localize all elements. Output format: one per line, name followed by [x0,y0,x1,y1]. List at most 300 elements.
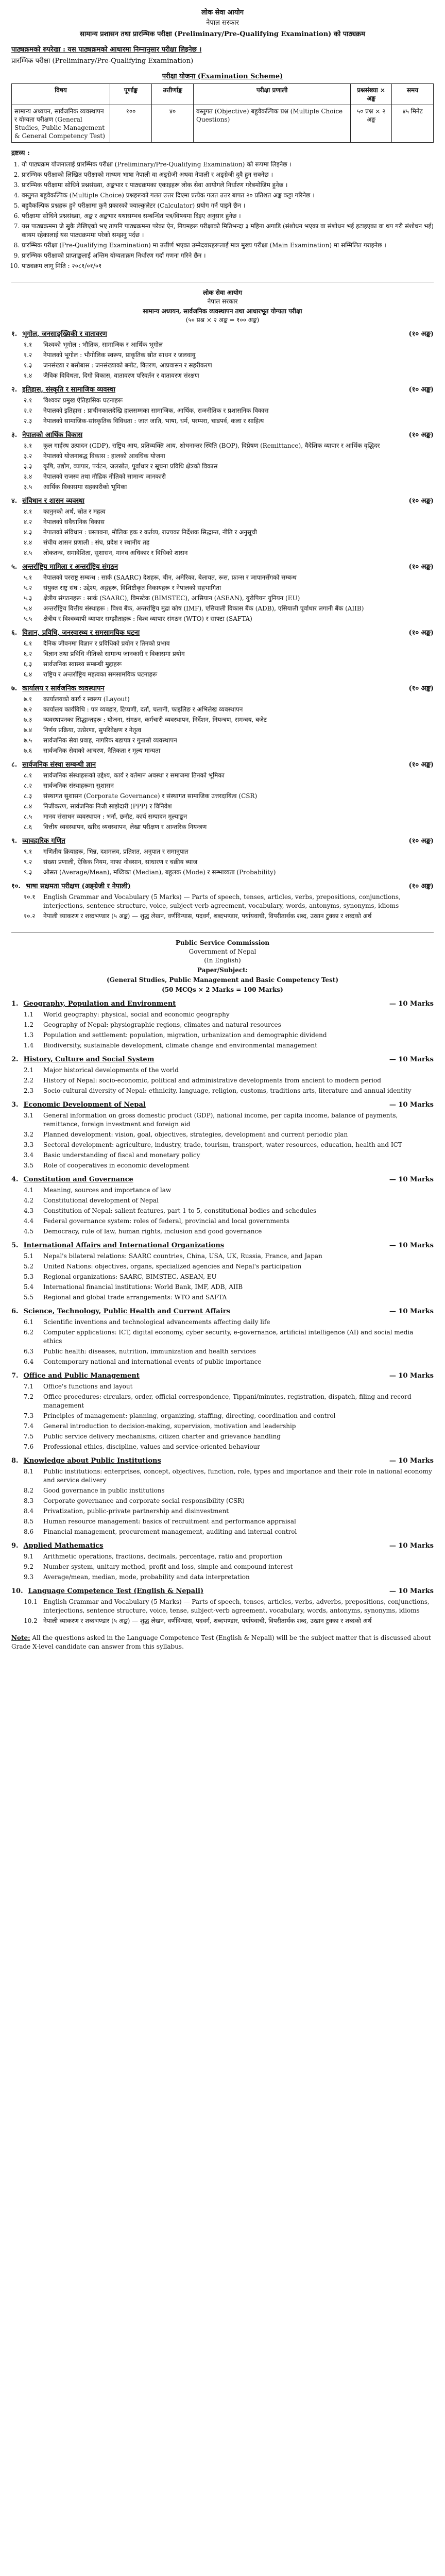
english-header [11,938,434,994]
section-marks: — 10 Marks [389,1308,434,1315]
subtopic [24,1422,434,1431]
subtopic [24,1617,434,1625]
subtopic-text: World geography: physical, social and economic geography [43,1011,230,1018]
subtopic [24,705,434,714]
subtopic [24,361,434,370]
subtopic-text: संस्थागत सुशासन (Corporate Governance) र संस्थागत सामाजिक उत्तरदायित्व (CSR) [43,792,258,800]
subtopic [24,1262,434,1271]
cell: १०० [110,105,152,143]
nepali-section [11,497,434,557]
subtopic-number: ६.४ [24,671,32,678]
subtopic [24,351,434,360]
section-marks: — 10 Marks [389,1000,434,1008]
subtopic [24,573,434,582]
subtopic-text: राष्ट्रिय र अन्तर्राष्ट्रिय महत्वका समसामयिक घटनाहरू [43,671,158,678]
subtopic-text: गणितीय क्रियाहरू, भिन्न, दशमलव, प्रतिशत, अनुपात र समानुपात [43,848,189,855]
english-section [11,1541,434,1582]
subtopic-text: कृषि, उद्योग, व्यापार, पर्यटन, जलस्रोत, पूर्वाधार र सूचना प्रविधि क्षेत्रको विकास [43,463,218,470]
subtopic-number: 10.1 [24,1598,38,1605]
subtopic-text: मानव संसाधन व्यवस्थापन : भर्ना, छनौट, कार्य सम्पादन मूल्याङ्कन [43,813,187,820]
subtopic-number: 4.4 [24,1217,34,1225]
section-title [11,999,434,1009]
subtopic-text: Basic understanding of fiscal and monetary policy [43,1151,200,1159]
subtopic [24,442,434,450]
note-item: 5. बहुवैकल्पिक प्रश्नहरू हुने परीक्षामा कुनै प्रकारको क्याल्कुलेटर (Calculator) प्रयोग गर्न पाइने छैन । [22,201,434,210]
subtopic [24,1497,434,1505]
nepali-sections [11,330,434,921]
subtopic [24,716,434,724]
subtopic [24,726,434,735]
subtopic [24,1217,434,1226]
subtopic-text: Regional and global trade arrangements: WTO and SAFTA [43,1294,227,1301]
subtopic-text: कुल गार्हस्थ उत्पादन (GDP), राष्ट्रिय आय, प्रतिव्यक्ति आय, शोधनान्तर स्थिति (BOP), विप्रेषण (Remittance), वैदेशिक व्यापार र आर्थिक वृद्धिदर [43,442,380,449]
section-title-left [11,999,176,1009]
subtopic [24,1010,434,1019]
part2-header [11,287,434,325]
section-title [11,1456,434,1466]
subtopic [24,1141,434,1149]
section-title-left [11,563,118,572]
section-title-left [11,1541,104,1551]
subtopic-number: 8.4 [24,1507,34,1515]
subtopic-number: १.३ [24,362,32,369]
english-sections [11,999,434,1625]
subtopic-number: ३.४ [24,473,32,480]
section-title-left [11,760,96,770]
subtopic-number: ५.३ [24,595,32,602]
subtopic-text: निजीकरण, सार्वजनिक निजी साझेदारी (PPP) र विनिवेश [43,803,172,810]
subtopic [24,371,434,380]
subtopic [24,1573,434,1582]
note-item: 2. प्रारम्भिक परीक्षाको लिखित परीक्षाको माध्यम भाषा नेपाली वा अङ्ग्रेजी अथवा नेपाली र अङ्ग्रेजी दुवै हुन सक्नेछ । [22,171,434,179]
subtopic-number: ६.३ [24,660,32,668]
subtopic [24,802,434,811]
subtopic [24,771,434,780]
subtopic [24,1273,434,1281]
subtopic-number: २.१ [24,397,32,404]
section-marks: (१० अङ्क) [408,883,434,890]
subtopic-number: ४.४ [24,539,32,546]
cell: ४५ मिनेट [392,105,434,143]
subtopic-text: निर्णय प्रक्रिया, उत्प्रेरणा, सुपरिवेक्षण र नेतृत्व [43,726,142,734]
section-title [11,497,434,506]
subtopic [24,1066,434,1075]
section-title [11,629,434,638]
subtopic-text: English Grammar and Vocabulary (5 Marks) — Parts of speech, tenses, articles, verbs, prepositions, conjunctions, interjections, sentence structure, voice, subject-verb agreement, vocabulary, words, antonyms, synonyms, idioms [43,893,401,909]
subtopic-text: Computer applications: ICT, digital economy, cyber security, e-governance, artificial intelligence (AI) and social media ethics [43,1329,414,1345]
section-title [11,684,434,693]
section-title [11,1175,434,1184]
english-section [11,1100,434,1170]
subtopic [24,670,434,679]
section-title [11,760,434,770]
subtopic-text: Geography of Nepal: physiographic regions, climates and natural resources [43,1021,281,1028]
section-heading: Economic Development of Nepal [23,1101,146,1109]
section-marks: — 10 Marks [389,1176,434,1183]
section-marks: (१० अङ्क) [408,431,434,439]
subtopic-number: ८.५ [24,813,32,820]
subtopic [24,396,434,405]
part2-title: सामान्य अध्ययन, सार्वजनिक व्यवस्थापन तथा आधारभूत योग्यता परीक्षा [143,308,302,315]
nepali-section [11,684,434,755]
subtopic [24,650,434,658]
english-section [11,1055,434,1095]
nepali-section [11,385,434,426]
english-government: Government of Nepal [189,948,256,955]
subtopic-number: 1.1 [24,1011,34,1018]
subtopic [24,1151,434,1160]
subtopic [24,1031,434,1040]
subtopic-number: ७.२ [24,706,32,713]
subtopic-number: 1.2 [24,1021,34,1028]
subtopic [24,1528,434,1536]
subtopic-number: 7.6 [24,1443,34,1450]
subtopic-text: Population and settlement: population, migration, urbanization and demographic dividend [43,1031,327,1039]
subtopic-number: 1.3 [24,1031,34,1039]
subtopic [24,792,434,801]
subtopic [24,472,434,481]
subtopic-text: सार्वजनिक संस्थाहरूमा सुशासन [43,782,114,789]
english-commission: Public Service Commission [175,939,270,946]
subtopic-text: Biodiversity, sustainable development, climate change and environmental management [43,1042,318,1049]
subtopic [24,1347,434,1356]
section-number: 6. [11,1308,19,1315]
section-title [11,1541,434,1551]
subtopic-number: ८.४ [24,803,32,810]
subtopic [24,1207,434,1215]
subtopic-number: 8.5 [24,1518,34,1525]
subtopic-text: नेपालको संविधान : प्रस्तावना, मौलिक हक र कर्तव्य, राज्यका निर्देशक सिद्धान्त, नीति र अनुसूची [43,529,257,536]
subtopic-text: Regional organizations: SAARC, BIMSTEC, ASEAN, EU [43,1273,217,1280]
part2-government: नेपाल सरकार [207,298,238,305]
subtopic-number: १०.२ [24,912,36,920]
subtopic [24,1412,434,1420]
subtopic-text: कानुनको अर्थ, स्रोत र महत्व [43,508,106,515]
subtopic-text: General information on gross domestic product (GDP), national income, per capita income, balance of payments, remittance, foreign investment and foreign aid [43,1112,398,1128]
section-title [11,385,434,395]
note-item: 3. प्रारम्भिक परीक्षामा सोधिने प्रश्नसंख्या, अङ्कभार र पाठ्यक्रमका एकाइहरू लोक सेवा आयोगले निर्धारण गरेबमोजिम हुनेछ । [22,181,434,190]
subtopic [24,1111,434,1129]
subtopic-text: Public institutions: enterprises, concept, objectives, function, role, types and importance and their role in national economy and service delivery [43,1468,432,1484]
col-header: पूर्णाङ्क [110,84,152,105]
subtopic [24,341,434,349]
section-heading: Office and Public Management [23,1372,140,1380]
subtopic [24,406,434,415]
subtopic [24,1598,434,1615]
subtopic-text: Privatization, public-private partnership and disinvestment [43,1507,229,1515]
subtopic [24,584,434,592]
subtopic [24,782,434,790]
subtopic-text: Human resource management: basics of recruitment and performance appraisal [43,1518,296,1525]
section-title-left [11,629,140,638]
subtopic-text: Financial management, procurement management, auditing and internal control [43,1528,297,1535]
subtopic [24,1283,434,1292]
notes-title: द्रष्टव्य : [11,149,30,157]
nepali-section [11,837,434,877]
subtopic-number: 6.1 [24,1318,34,1326]
scheme-row [12,105,434,143]
subtopic-text: संघीय शासन प्रणाली : संघ, प्रदेश र स्थानीय तह [43,539,150,546]
col-header: परीक्षा प्रणाली [194,84,351,105]
english-section [11,1456,434,1536]
subtopic-number: 9.1 [24,1553,34,1560]
section-title [11,1307,434,1316]
subtopic-number: ५.१ [24,574,32,581]
section-number: ८. [11,761,18,769]
subtopic [24,1021,434,1029]
commission-name: लोक सेवा आयोग [201,9,244,16]
note-item: 4. वस्तुगत बहुवैकल्पिक (Multiple Choice) प्रश्नहरूको गलत उत्तर दिएमा प्रत्येक गलत उत्तर बापत २० प्रतिशत अङ्क कट्टा गरिनेछ । [22,191,434,200]
subtopic-number: 2.1 [24,1066,34,1074]
cell: ४० [152,105,194,143]
subtopic-number: 5.2 [24,1263,34,1270]
section-heading: भाषा सक्षमता परीक्षण (अङ्ग्रेजी र नेपाली) [26,883,131,890]
scheme-table [11,83,434,143]
subtopic-number: 4.5 [24,1228,34,1235]
section-marks: (१० अङ्क) [408,837,434,845]
subtopic-number: 9.3 [24,1573,34,1581]
section-title [11,563,434,572]
subtopic [24,1358,434,1366]
subtopic-text: विश्वका प्रमुख ऐतिहासिक घटनाहरू [43,397,123,404]
subtopic-text: नेपालको परराष्ट्र सम्बन्ध : सार्क (SAARC) देशहरू, चीन, अमेरिका, बेलायत, रूस, फ्रान्स र जापानसँगको सम्बन्ध [43,574,297,581]
nepali-section [11,760,434,832]
subtopic [24,639,434,648]
subtopic-number: 3.4 [24,1151,34,1159]
subtopic [24,695,434,704]
subtopic-text: Scientific inventions and technological advancements affecting daily life [43,1318,270,1326]
subtopic-text: नेपालको भूगोल : भौगोलिक स्वरूप, प्राकृतिक स्रोत साधन र जलवायु [43,351,196,359]
subtopic-text: Corporate governance and corporate social responsibility (CSR) [43,1497,245,1504]
subtopic [24,1227,434,1236]
section-title-left [11,1456,161,1466]
subtopic-number: ९.१ [24,848,32,855]
subtopic-text: Average/mean, median, mode, probability and data interpretation [43,1573,250,1581]
section-marks: (१० अङ्क) [408,629,434,637]
subtopic-number: ४.३ [24,529,32,536]
subtopic-number: 2.3 [24,1087,34,1094]
subtopic [24,1318,434,1327]
subtopic [24,823,434,832]
subtopic [24,452,434,461]
section-number: 4. [11,1176,19,1183]
subtopic-number: ४.५ [24,549,32,556]
section-title-left [11,330,107,339]
note-item: 8. प्रारम्भिक परीक्षा (Pre-Qualifying Examination) मा उत्तीर्ण भएका उम्मेदवारहरूलाई मात्र मुख्य परीक्षा (Main Examination) मा सम्मिलित गराइनेछ । [22,241,434,250]
subtopic-text: Public service delivery mechanisms, citizen charter and grievance handling [43,1433,281,1440]
subtopic-number: 5.3 [24,1273,34,1280]
section-title [11,1055,434,1064]
phase-text: प्रारम्भिक परीक्षा (Preliminary/Pre-Qualifying Examination) [11,57,194,65]
subtopic-number: ५.४ [24,605,32,612]
col-header: उत्तीर्णाङ्क [152,84,194,105]
section-heading: व्यावहारिक गणित [22,837,65,845]
subtopic-text: कार्यालयको कार्य र स्वरूप (Layout) [43,696,130,703]
subtopic-number: ७.३ [24,716,32,723]
subtopic-number: 7.2 [24,1393,34,1400]
section-title [11,1371,434,1381]
nepali-section [11,431,434,492]
section-marks: (१० अङ्क) [408,685,434,692]
subtopic [24,1087,434,1095]
section-title-left [11,837,65,846]
subtopic-text: Meaning, sources and importance of law [43,1187,172,1194]
subtopic-text: नेपालको इतिहास : प्राचीनकालदेखि हालसम्मका सामाजिक, आर्थिक, राजनीतिक र प्रशासनिक विकास [43,407,269,414]
section-heading: Constitution and Governance [23,1176,133,1183]
section-marks: — 10 Marks [389,1372,434,1380]
english-section [11,1371,434,1451]
subtopic-text: नेपालको संवैधानिक विकास [43,518,105,526]
subtopic [24,893,434,910]
subtopic [24,1130,434,1139]
english-title: Paper/Subject: [197,967,248,974]
subtopic [24,549,434,557]
section-number: 3. [11,1101,19,1109]
subtopic-number: ४.२ [24,518,32,526]
subtopic-number: 3.5 [24,1162,34,1169]
subtopic-text: कार्यालय कार्यविधि : पत्र व्यवहार, टिप्पणी, दर्ता, चलानी, फाइलिङ र अभिलेख व्यवस्थापन [43,706,243,713]
nepali-section [11,629,434,679]
english-lang: (In English) [204,957,241,964]
subtopic [24,912,434,921]
section-heading: विज्ञान, प्रविधि, जनस्वास्थ्य र समसामयिक घटना [22,629,140,637]
subtopic-number: 7.1 [24,1383,34,1390]
subtopic-text: International financial institutions: World Bank, IMF, ADB, AIIB [43,1283,243,1291]
subtopic-number: 6.2 [24,1329,34,1336]
section-heading: International Affairs and International Organizations [23,1242,225,1249]
subtopic-text: सार्वजनिक संस्थाहरूको उद्देश्य, कार्य र वर्तमान अवस्था र समाजमा तिनको भूमिका [43,772,225,779]
subtopic-text: Role of cooperatives in economic development [43,1162,190,1169]
note-item: 6. परीक्षामा सोधिने प्रश्नसंख्या, अङ्क र अङ्कभार यथासम्भव सम्बन्धित पत्र/विषयमा दिइए अनुसार हुनेछ । [22,212,434,221]
col-header: प्रश्नसंख्या × अङ्क [351,84,392,105]
section-heading: सार्वजनिक संस्था सम्बन्धी ज्ञान [22,761,96,769]
outline-line [11,45,434,55]
subtopic [24,868,434,877]
section-title-left [11,497,84,506]
subtopic-number: 6.4 [24,1358,34,1365]
section-number: 8. [11,1457,19,1465]
subtopic-text: Constitution of Nepal: salient features, part 1 to 5, constitutional bodies and schedules [43,1207,317,1214]
subtopic-text: General introduction to decision-making, supervision, motivation and leadership [43,1422,296,1430]
section-title [11,1587,434,1596]
subtopic [24,1041,434,1050]
subtopic-text: सार्वजनिक सेवाको आचरण, नैतिकता र मूल्य मान्यता [43,747,161,754]
subtopic-text: Office's functions and layout [43,1383,133,1390]
subtopic-text: सार्वजनिक सेवा प्रवाह, नागरिक बडापत्र र गुनासो व्यवस्थापन [43,737,177,744]
subtopic-text: Socio-cultural diversity of Nepal: ethnicity, language, religion, customs, traditions arts, literature and annual identity [43,1087,412,1094]
subtopic-text: Office procedures: circulars, order, official correspondence, Tippani/minutes, registration, dispatch, filing and record management [43,1393,412,1409]
section-number: 7. [11,1372,19,1380]
subtopic-number: 1.4 [24,1042,34,1049]
section-title [11,837,434,846]
section-number: 10. [11,1587,23,1595]
section-number: ६. [11,629,18,637]
subtopic-text: Contemporary national and international events of public importance [43,1358,262,1365]
section-marks: (१० अङ्क) [408,563,434,571]
subtopic [24,736,434,745]
subtopic [24,812,434,821]
subtopic-text: विज्ञान तथा प्रविधि नीतिको सामान्य जानकारी र विकासमा प्रयोग [43,650,185,657]
subtopic-text: Public health: diseases, nutrition, immunization and health services [43,1348,256,1355]
footer-note-label: Note: [11,1634,30,1641]
section-marks: — 10 Marks [389,1242,434,1249]
subtopic [24,1293,434,1302]
english-section [11,1307,434,1366]
section-title-left [11,684,105,693]
subtopic-text: नेपाली व्याकरण र शब्दभण्डार (५ अङ्क) — शुद्ध लेखन, वर्णविन्यास, पदवर्ग, शब्दभण्डार, पर्यायवाची, विपरीतार्थक शब्द, उखान टुक्का र शब्दको अर्थ [43,1617,372,1624]
subtopic [24,848,434,856]
subtopic [24,594,434,603]
subtopic-text: नेपालको राजस्व तथा मौद्रिक नीतिको सामान्य जानकारी [43,473,166,480]
subtopic-text: Arithmetic operations, fractions, decimals, percentage, ratio and proportion [43,1553,283,1560]
section-title-left [11,1307,230,1316]
subtopic-text: क्षेत्रीय संगठनहरू : सार्क (SAARC), विमस्टेक (BIMSTEC), आसियान (ASEAN), युरोपियन युनियन (EU) [43,595,300,602]
government-name: नेपाल सरकार [206,19,239,27]
subtopic [24,1252,434,1261]
subtopic [24,1393,434,1410]
section-marks: — 10 Marks [389,1101,434,1109]
subtopic-text: English Grammar and Vocabulary (5 Marks) — Parts of speech, tenses, articles, verbs, adverbs, prepositions, conjunctions, interjections, sentence structure, voice, tense, subject-verb agreement, vocabulary, words, antonyms, synonyms, idioms [43,1598,430,1614]
subtopic [24,1382,434,1391]
subtopic-text: व्यवस्थापनका सिद्धान्तहरू : योजना, संगठन, कर्मचारी व्यवस्थापन, निर्देशन, नियन्त्रण, समन्वय, बजेट [43,716,267,723]
subtopic-number: १.४ [24,372,32,379]
english-marks: (50 MCQs × 2 Marks = 100 Marks) [162,986,283,993]
english-section [11,1175,434,1236]
subtopic [24,1328,434,1346]
subtopic-text: क्षेत्रीय र विश्वव्यापी व्यापार सम्झौताहरू : विश्व व्यापार संगठन (WTO) र साफ्टा (SAFTA) [43,615,252,622]
subtopic-number: २.३ [24,417,32,425]
section-heading: Knowledge about Public Institutions [23,1457,161,1465]
section-number: 1. [11,1000,19,1008]
subtopic-number: ८.१ [24,772,32,779]
subtopic-number: 9.2 [24,1563,34,1570]
section-number: ३. [11,431,18,439]
subtopic-text: वित्तीय व्यवस्थापन, खरिद व्यवस्थापन, लेखा परीक्षण र आन्तरिक नियन्त्रण [43,823,207,831]
cell: सामान्य अध्ययन, सार्वजनिक व्यवस्थापन र योग्यता परीक्षण (General Studies, Public Management & General Competency Test) [12,105,110,143]
subtopic-number: 3.3 [24,1141,34,1148]
subtopic-number: 8.6 [24,1528,34,1535]
subtopic-text: Nepal's bilateral relations: SAARC countries, China, USA, UK, Russia, France, and Japan [43,1252,322,1260]
section-number: ९. [11,837,18,845]
subtopic [24,1517,434,1526]
subtopic [24,1443,434,1451]
subtopic [24,1467,434,1485]
subtopic-number: १.१ [24,341,32,348]
subtopic [24,1076,434,1085]
subtopic [24,1486,434,1495]
subtopic [24,1552,434,1561]
subtopic [24,858,434,867]
subtopic [24,507,434,516]
col-header: समय [392,84,434,105]
cell: ५० प्रश्न × २ अङ्क [351,105,392,143]
section-heading: Geography, Population and Environment [23,1000,176,1008]
subtopic [24,538,434,547]
subtopic-text: आर्थिक विकासमा सहकारीको भूमिका [43,483,127,490]
subtopic-text: संयुक्त राष्ट्र संघ : उद्देश्य, अङ्गहरू, विशिष्टीकृत निकायहरू र नेपालको सहभागिता [43,584,221,591]
section-heading: History, Culture and Social System [23,1056,155,1063]
outline-text: पाठ्यक्रमको रुपरेखा : यस पाठ्यक्रमको आधारमा निम्नानुसार परीक्षा लिइनेछ । [11,46,202,54]
cell: वस्तुगत (Objective) बहुवैकल्पिक प्रश्न (Multiple Choice Questions) [194,105,351,143]
subtopic-number: 8.3 [24,1497,34,1504]
section-heading: भूगोल, जनसाङ्ख्यिकी र वातावरण [22,330,107,338]
syllabus-page [11,0,434,1662]
section-number: 5. [11,1242,19,1249]
subtopic-number: ८.२ [24,782,32,789]
section-heading: कार्यालय र सार्वजनिक व्यवस्थापन [22,685,105,692]
subtopic-number: ९.३ [24,869,32,876]
subtopic-number: 7.3 [24,1412,34,1419]
